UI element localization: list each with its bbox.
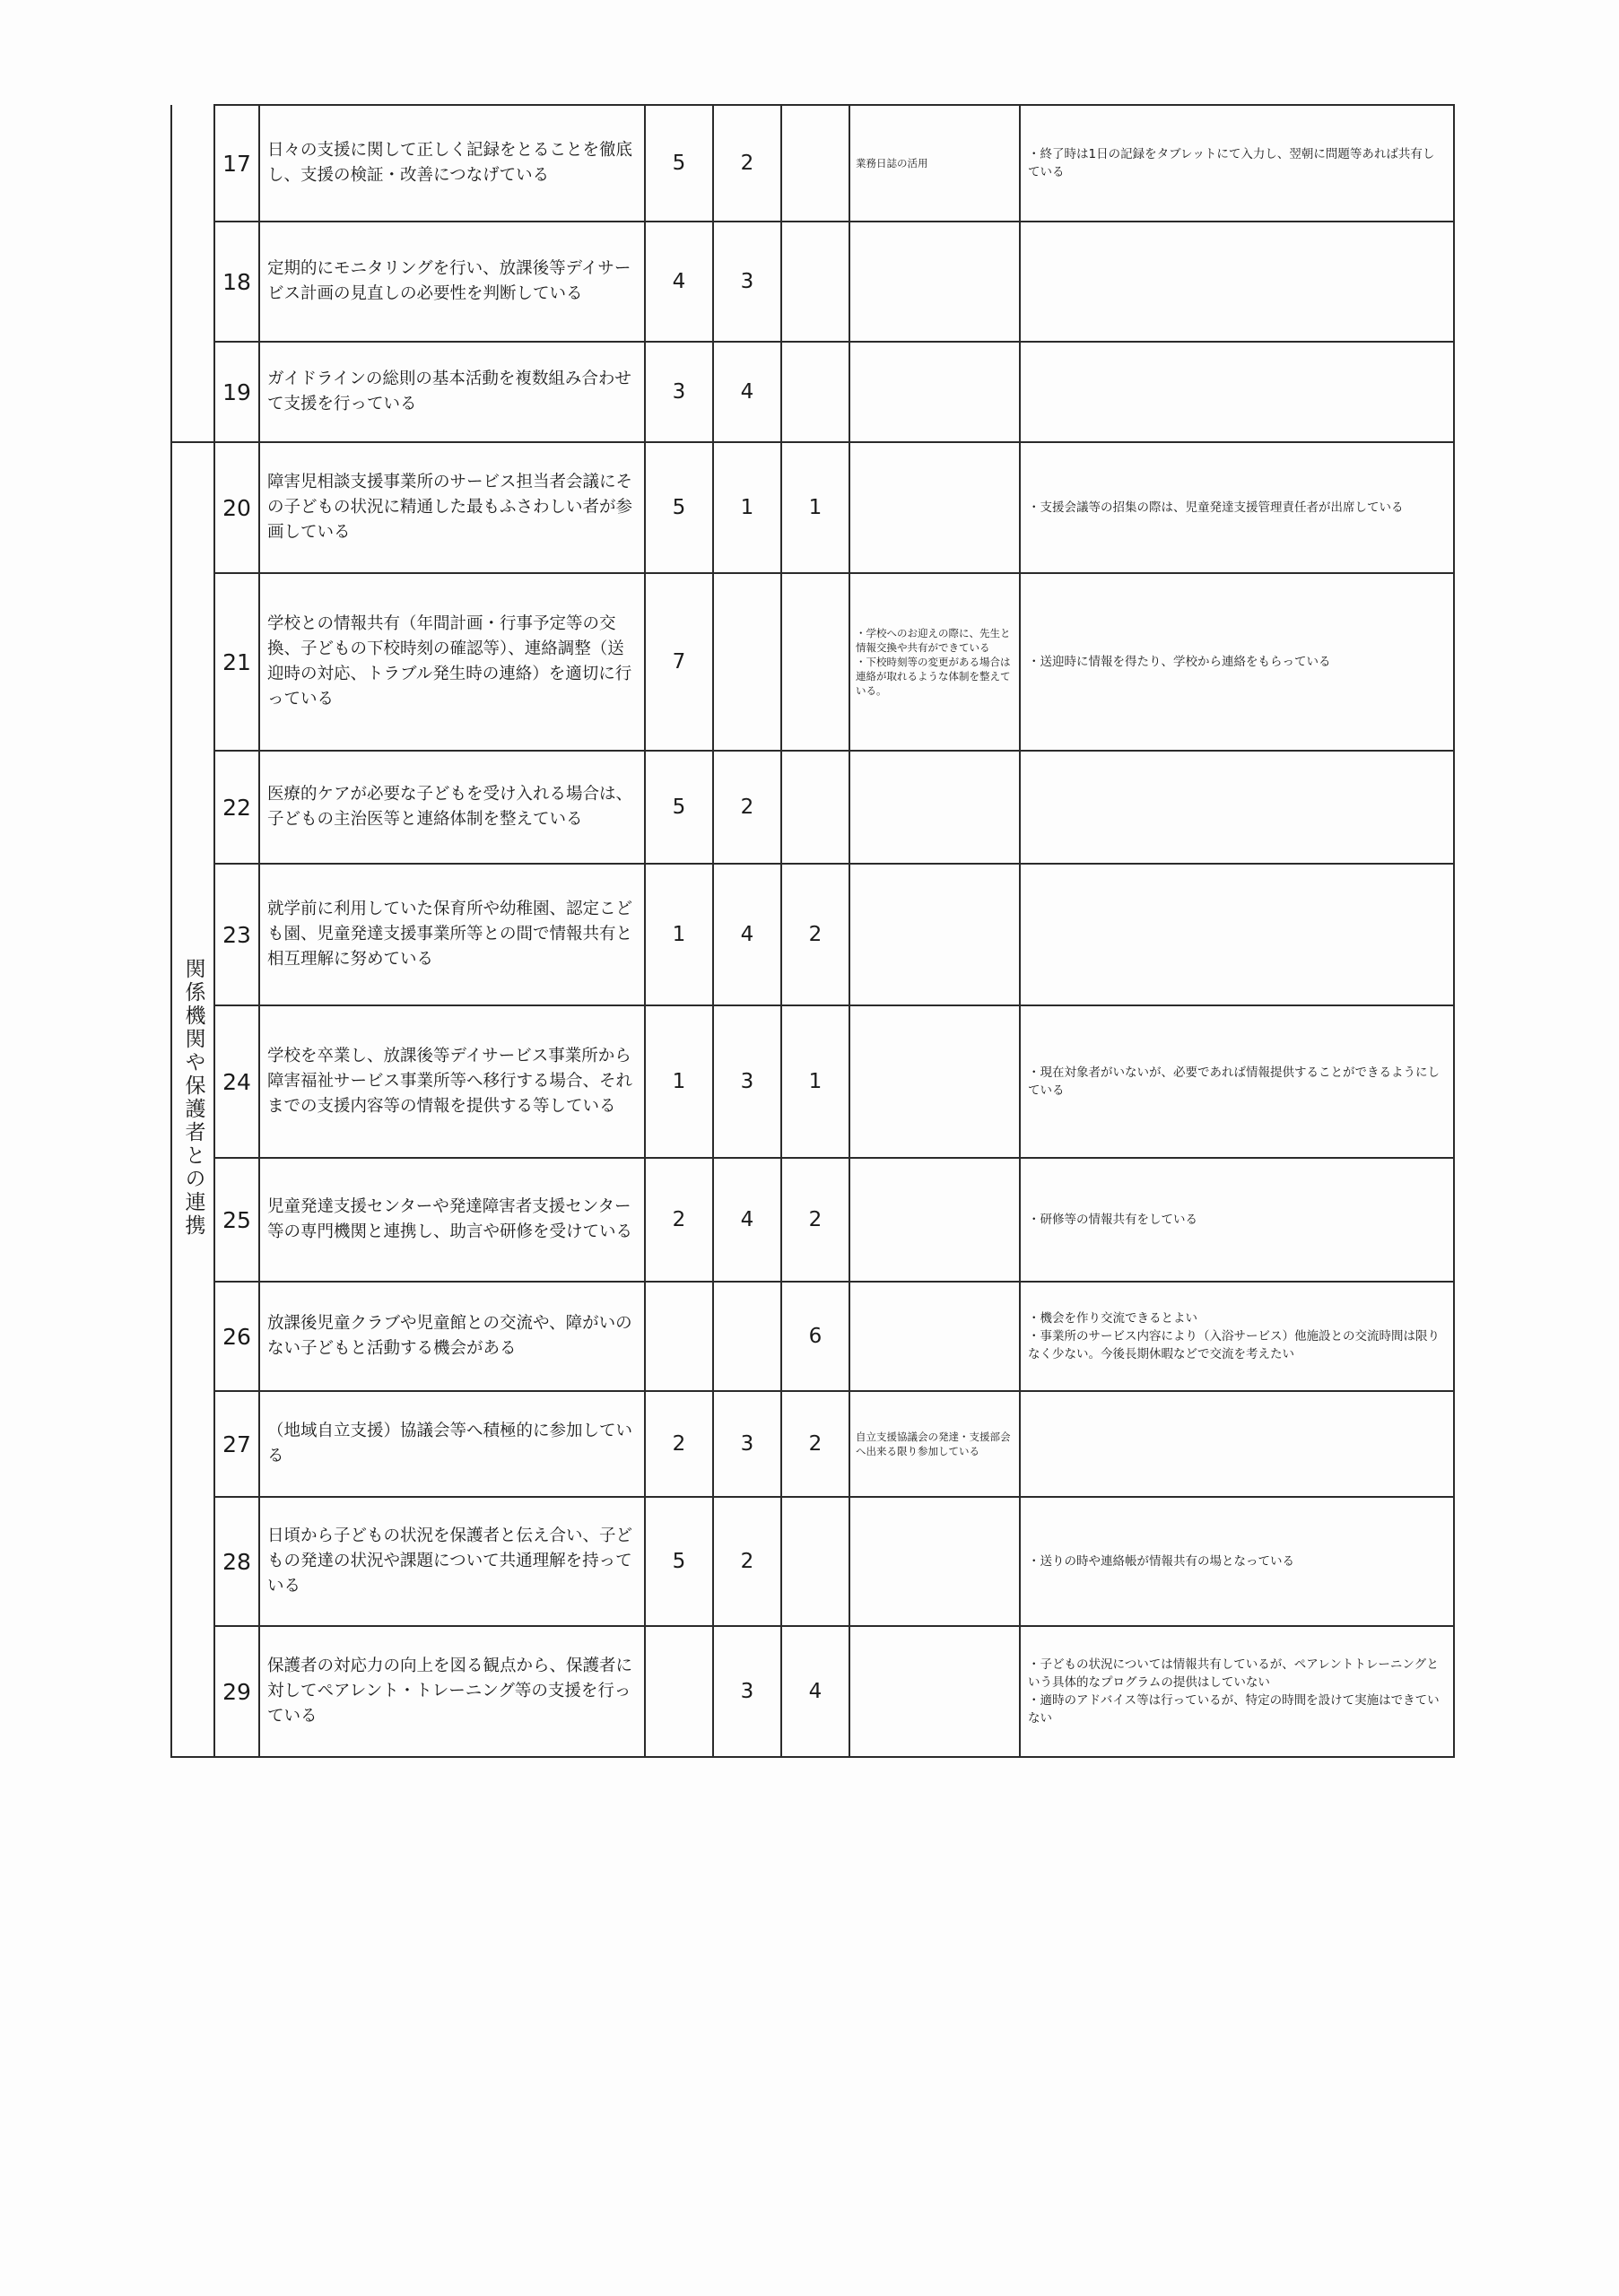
count-yes bbox=[645, 1626, 713, 1757]
count-neither bbox=[713, 1282, 781, 1391]
item-number: 25 bbox=[214, 1158, 259, 1282]
improvement-note bbox=[1020, 864, 1454, 1005]
count-yes: 4 bbox=[645, 222, 713, 342]
item-number: 23 bbox=[214, 864, 259, 1005]
count-neither: 4 bbox=[713, 342, 781, 442]
count-no bbox=[781, 342, 849, 442]
count-no bbox=[781, 222, 849, 342]
count-neither: 2 bbox=[713, 105, 781, 222]
improvement-note: ・研修等の情報共有をしている bbox=[1020, 1158, 1454, 1282]
count-neither bbox=[713, 573, 781, 751]
effort-note bbox=[849, 442, 1020, 573]
item-number: 22 bbox=[214, 751, 259, 864]
item-text: （地域自立支援）協議会等へ積極的に参加している bbox=[259, 1391, 645, 1497]
item-number: 29 bbox=[214, 1626, 259, 1757]
item-text: 学校との情報共有（年間計画・行事予定等の交換、子どもの下校時刻の確認等）、連絡調整（送迎時の対応、トラブル発生時の連絡）を適切に行っている bbox=[259, 573, 645, 751]
effort-note bbox=[849, 1005, 1020, 1158]
improvement-note: ・送迎時に情報を得たり、学校から連絡をもらっている bbox=[1020, 573, 1454, 751]
table-row bbox=[171, 1626, 1454, 1757]
count-yes: 5 bbox=[645, 442, 713, 573]
count-yes: 2 bbox=[645, 1391, 713, 1497]
item-number: 21 bbox=[214, 573, 259, 751]
effort-note bbox=[849, 1282, 1020, 1391]
count-yes: 5 bbox=[645, 751, 713, 864]
count-neither: 3 bbox=[713, 1005, 781, 1158]
item-text: 日々の支援に関して正しく記録をとることを徹底し、支援の検証・改善につなげている bbox=[259, 105, 645, 222]
count-no: 4 bbox=[781, 1626, 849, 1757]
count-no: 1 bbox=[781, 1005, 849, 1158]
improvement-note: ・終了時は1日の記録をタブレットにて入力し、翌朝に問題等あれば共有している bbox=[1020, 105, 1454, 222]
count-no bbox=[781, 573, 849, 751]
effort-note bbox=[849, 1626, 1020, 1757]
count-neither: 3 bbox=[713, 222, 781, 342]
count-no: 6 bbox=[781, 1282, 849, 1391]
count-no bbox=[781, 1497, 849, 1626]
effort-note: 業務日誌の活用 bbox=[849, 105, 1020, 222]
item-text: 定期的にモニタリングを行い、放課後等デイサービス計画の見直しの必要性を判断している bbox=[259, 222, 645, 342]
count-yes: 2 bbox=[645, 1158, 713, 1282]
count-neither: 4 bbox=[713, 864, 781, 1005]
count-neither: 3 bbox=[713, 1391, 781, 1497]
item-number: 18 bbox=[214, 222, 259, 342]
effort-note: 自立支援協議会の発達・支援部会へ出来る限り参加している bbox=[849, 1391, 1020, 1497]
item-text: 学校を卒業し、放課後等デイサービス事業所から障害福祉サービス事業所等へ移行する場合、それまでの支援内容等の情報を提供する等している bbox=[259, 1005, 645, 1158]
count-neither: 3 bbox=[713, 1626, 781, 1757]
count-yes bbox=[645, 1282, 713, 1391]
improvement-note bbox=[1020, 751, 1454, 864]
item-text: 保護者の対応力の向上を図る観点から、保護者に対してペアレント・トレーニング等の支援を行っている bbox=[259, 1626, 645, 1757]
table-row bbox=[171, 1391, 1454, 1497]
count-no: 2 bbox=[781, 864, 849, 1005]
count-yes: 5 bbox=[645, 1497, 713, 1626]
table-row bbox=[171, 751, 1454, 864]
table-row bbox=[171, 342, 1454, 442]
table-row bbox=[171, 1158, 1454, 1282]
count-neither: 2 bbox=[713, 1497, 781, 1626]
count-no: 2 bbox=[781, 1158, 849, 1282]
item-text: 児童発達支援センターや発達障害者支援センター等の専門機関と連携し、助言や研修を受けている bbox=[259, 1158, 645, 1282]
item-number: 26 bbox=[214, 1282, 259, 1391]
table-row bbox=[171, 1282, 1454, 1391]
section-cell-continued bbox=[171, 105, 214, 442]
count-no bbox=[781, 751, 849, 864]
table-row bbox=[171, 1005, 1454, 1158]
improvement-note: ・現在対象者がいないが、必要であれば情報提供することができるようにしている bbox=[1020, 1005, 1454, 1158]
effort-note bbox=[849, 222, 1020, 342]
improvement-note bbox=[1020, 1391, 1454, 1497]
improvement-note: ・子どもの状況については情報共有しているが、ペアレントトレーニングという具体的なプログラムの提供はしていない ・適時のアドバイス等は行っているが、特定の時間を設けて実施はできていない bbox=[1020, 1626, 1454, 1757]
count-no bbox=[781, 105, 849, 222]
count-no: 2 bbox=[781, 1391, 849, 1497]
item-number: 20 bbox=[214, 442, 259, 573]
table-row bbox=[171, 1497, 1454, 1626]
item-text: ガイドラインの総則の基本活動を複数組み合わせて支援を行っている bbox=[259, 342, 645, 442]
effort-note: ・学校へのお迎えの際に、先生と情報交換や共有ができている ・下校時刻等の変更がある場合は連絡が取れるような体制を整えている。 bbox=[849, 573, 1020, 751]
count-neither: 2 bbox=[713, 751, 781, 864]
item-text: 医療的ケアが必要な子どもを受け入れる場合は、子どもの主治医等と連絡体制を整えている bbox=[259, 751, 645, 864]
effort-note bbox=[849, 1497, 1020, 1626]
effort-note bbox=[849, 1158, 1020, 1282]
item-text: 就学前に利用していた保育所や幼稚園、認定こども園、児童発達支援事業所等との間で情報共有と相互理解に努めている bbox=[259, 864, 645, 1005]
count-no: 1 bbox=[781, 442, 849, 573]
item-number: 28 bbox=[214, 1497, 259, 1626]
count-yes: 1 bbox=[645, 864, 713, 1005]
section-label-cell bbox=[171, 442, 214, 1757]
section-label: 関係機関や保護者との連携 bbox=[181, 958, 205, 1238]
improvement-note: ・送りの時や連絡帳が情報共有の場となっている bbox=[1020, 1497, 1454, 1626]
item-number: 24 bbox=[214, 1005, 259, 1158]
item-number: 17 bbox=[214, 105, 259, 222]
effort-note bbox=[849, 864, 1020, 1005]
table-row bbox=[171, 864, 1454, 1005]
table-row bbox=[171, 573, 1454, 751]
item-number: 19 bbox=[214, 342, 259, 442]
count-yes: 5 bbox=[645, 105, 713, 222]
count-yes: 1 bbox=[645, 1005, 713, 1158]
count-neither: 1 bbox=[713, 442, 781, 573]
table-row bbox=[171, 222, 1454, 342]
improvement-note: ・機会を作り交流できるとよい ・事業所のサービス内容により（入浴サービス）他施設との交流時間は限りなく少ない。今後長期休暇などで交流を考えたい bbox=[1020, 1282, 1454, 1391]
improvement-note bbox=[1020, 342, 1454, 442]
item-number: 27 bbox=[214, 1391, 259, 1497]
count-yes: 3 bbox=[645, 342, 713, 442]
count-neither: 4 bbox=[713, 1158, 781, 1282]
item-text: 障害児相談支援事業所のサービス担当者会議にその子どもの状況に精通した最もふさわしい者が参画している bbox=[259, 442, 645, 573]
improvement-note bbox=[1020, 222, 1454, 342]
table-row bbox=[171, 105, 1454, 222]
count-yes: 7 bbox=[645, 573, 713, 751]
effort-note bbox=[849, 751, 1020, 864]
evaluation-table bbox=[170, 104, 1455, 1758]
item-text: 日頃から子どもの状況を保護者と伝え合い、子どもの発達の状況や課題について共通理解を持っている bbox=[259, 1497, 645, 1626]
item-text: 放課後児童クラブや児童館との交流や、障がいのない子どもと活動する機会がある bbox=[259, 1282, 645, 1391]
table-row bbox=[171, 442, 1454, 573]
effort-note bbox=[849, 342, 1020, 442]
improvement-note: ・支援会議等の招集の際は、児童発達支援管理責任者が出席している bbox=[1020, 442, 1454, 573]
